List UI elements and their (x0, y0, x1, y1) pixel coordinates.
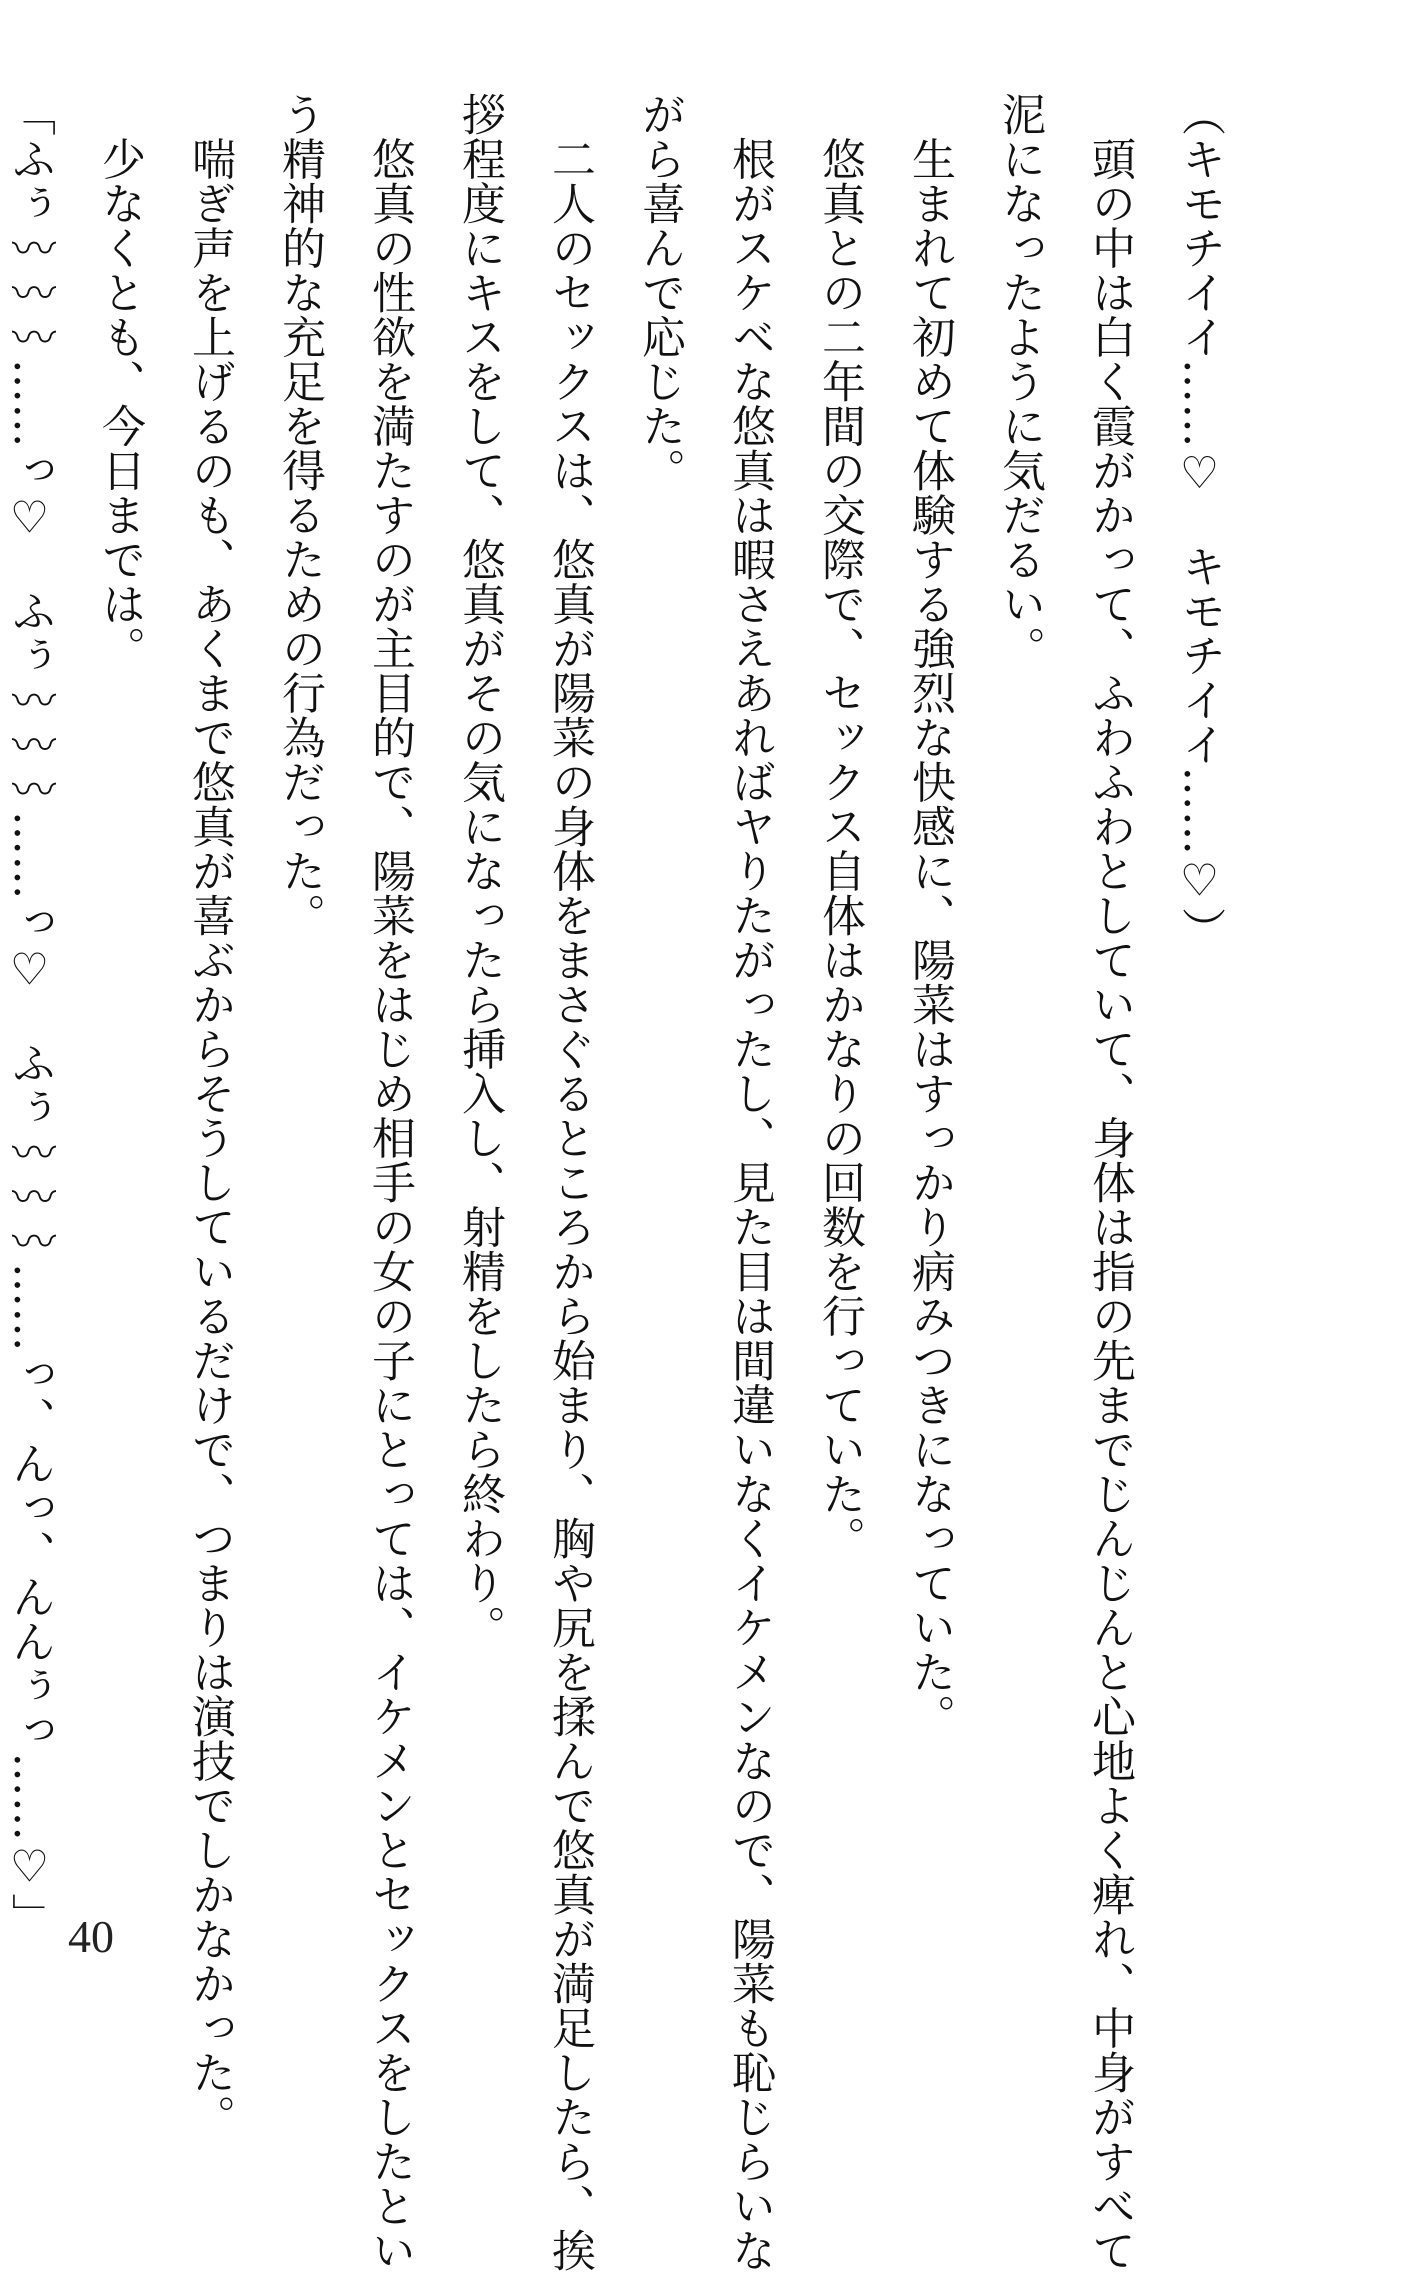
text-line: 二人のセックスは、悠真が陽菜の身体をまさぐるところから始まり、胸や尻を揉んで悠真が満足したら、挨 (544, 92, 595, 2273)
text-line: 少なくとも、今日までは。 (94, 92, 145, 671)
text-line: 喘ぎ声を上げるのも、あくまで悠真が喜ぶからそうしているだけで、つまりは演技でしかなかった。 (184, 92, 235, 2139)
text-line: う精神的な充足を得るための行為だった。 (274, 92, 325, 938)
vertical-text-body (0, 92, 1244, 2273)
text-line: 泥になったように気だるい。 (994, 92, 1045, 671)
text-line: 拶程度にキスをして、悠真がその気になったら挿入し、射精をしたら終わり。 (454, 92, 505, 1650)
text-line: 悠真との二年間の交際で、セックス自体はかなりの回数を行っていた。 (814, 92, 865, 1561)
page-number: 40 (68, 1911, 114, 1962)
text-line: 生まれて初めて体験する強烈な快感に、陽菜はすっかり病みつきになっていた。 (904, 92, 955, 1739)
text-line: 悠真の性欲を満たすのが主目的で、陽菜をはじめ相手の女の子にとっては、イケメンとセックスをしたとい (364, 92, 415, 2273)
text-line: 「ふぅ〰〰〰……っ♡ ふぅ〰〰〰……っ♡ ふぅ〰〰〰……っ、んっ、んんぅっ……♡」 (4, 92, 55, 1938)
text-line: （キモチイイ……♡ キモチイイ……♡） (1174, 92, 1225, 952)
text-line: がら喜んで応じた。 (634, 92, 685, 493)
text-line: 根がスケベな悠真は暇さえあればヤりたがったし、見た目は間違いなくイケメンなので、陽菜も恥じらいな (724, 92, 775, 2273)
text-line: 頭の中は白く霞がかって、ふわふわとしていて、身体は指の先までじんじんと心地よく痺れ、中身がすべて (1084, 92, 1135, 2273)
